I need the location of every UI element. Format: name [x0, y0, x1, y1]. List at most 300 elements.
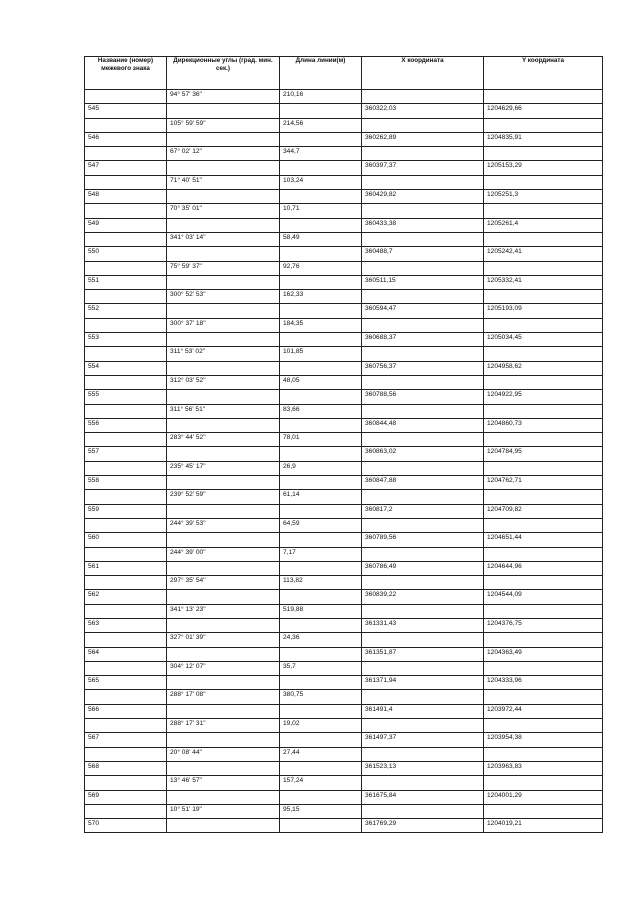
y-coordinate-cell [484, 433, 603, 447]
bearing-angle-cell [167, 790, 280, 804]
x-coordinate-cell: 360433,38 [362, 218, 484, 232]
x-coordinate-cell: 360322,03 [362, 104, 484, 118]
line-length-cell: 24,36 [280, 633, 362, 647]
marker-name-cell: 555 [85, 390, 167, 404]
line-length-cell [280, 590, 362, 604]
x-coordinate-cell [362, 90, 484, 104]
y-coordinate-cell: 1204958,62 [484, 361, 603, 375]
line-length-cell [280, 819, 362, 833]
line-length-cell: 95,15 [280, 804, 362, 818]
x-coordinate-cell: 360594,47 [362, 304, 484, 318]
line-length-cell [280, 418, 362, 432]
bearing-angle-cell [167, 704, 280, 718]
y-coordinate-cell: 1204363,49 [484, 647, 603, 661]
x-coordinate-cell [362, 518, 484, 532]
bearing-angle-cell: 288° 17' 31" [167, 719, 280, 733]
bearing-angle-cell: 300° 37' 18" [167, 318, 280, 332]
marker-name-cell: 570 [85, 819, 167, 833]
y-coordinate-cell: 1205193,09 [484, 304, 603, 318]
line-length-cell: 214,56 [280, 118, 362, 132]
table-row-marker [85, 447, 603, 461]
x-coordinate-cell [362, 633, 484, 647]
x-coordinate-cell: 360847,88 [362, 476, 484, 490]
bearing-angle-cell [167, 361, 280, 375]
x-coordinate-cell [362, 604, 484, 618]
bearing-angle-cell: 327° 01' 39" [167, 633, 280, 647]
table-row-marker [85, 247, 603, 261]
marker-name-cell: 545 [85, 104, 167, 118]
x-coordinate-cell: 360786,49 [362, 561, 484, 575]
x-coordinate-cell [362, 747, 484, 761]
x-coordinate-cell: 361769,29 [362, 819, 484, 833]
x-coordinate-cell: 361523,13 [362, 761, 484, 775]
bearing-angle-cell [167, 304, 280, 318]
marker-name-cell: 566 [85, 704, 167, 718]
bearing-angle-cell: 13° 46' 57" [167, 776, 280, 790]
table-row-marker [85, 504, 603, 518]
x-coordinate-cell: 360511,15 [362, 275, 484, 289]
x-coordinate-cell [362, 719, 484, 733]
table-row-segment [85, 661, 603, 675]
marker-name-cell [85, 175, 167, 189]
marker-name-cell [85, 604, 167, 618]
marker-name-cell [85, 147, 167, 161]
line-length-cell [280, 390, 362, 404]
marker-name-cell: 554 [85, 361, 167, 375]
x-coordinate-cell: 360789,56 [362, 533, 484, 547]
table-row-segment [85, 690, 603, 704]
table-row-segment [85, 90, 603, 104]
bearing-angle-cell: 235° 45' 17" [167, 461, 280, 475]
bearing-angle-cell [167, 247, 280, 261]
x-coordinate-cell [362, 204, 484, 218]
y-coordinate-cell: 1204019,21 [484, 819, 603, 833]
table-row-marker [85, 790, 603, 804]
marker-name-cell: 548 [85, 190, 167, 204]
y-coordinate-cell: 1204629,66 [484, 104, 603, 118]
y-coordinate-cell [484, 576, 603, 590]
table-row-marker [85, 533, 603, 547]
line-length-cell [280, 618, 362, 632]
table-body [85, 90, 603, 833]
coordinates-table [84, 56, 603, 833]
header-y-coordinate: Y координата [484, 57, 603, 90]
bearing-angle-cell [167, 447, 280, 461]
line-length-cell: 101,85 [280, 347, 362, 361]
table-row-marker [85, 476, 603, 490]
y-coordinate-cell [484, 804, 603, 818]
y-coordinate-cell [484, 90, 603, 104]
marker-name-cell: 557 [85, 447, 167, 461]
x-coordinate-cell [362, 404, 484, 418]
x-coordinate-cell: 360688,37 [362, 333, 484, 347]
y-coordinate-cell [484, 175, 603, 189]
y-coordinate-cell [484, 461, 603, 475]
line-length-cell [280, 247, 362, 261]
y-coordinate-cell: 1204709,82 [484, 504, 603, 518]
table-row-segment [85, 776, 603, 790]
bearing-angle-cell: 67° 02' 12" [167, 147, 280, 161]
x-coordinate-cell: 360863,02 [362, 447, 484, 461]
x-coordinate-cell [362, 290, 484, 304]
y-coordinate-cell: 1204376,75 [484, 618, 603, 632]
y-coordinate-cell [484, 490, 603, 504]
line-length-cell: 58,49 [280, 232, 362, 246]
marker-name-cell [85, 318, 167, 332]
y-coordinate-cell [484, 633, 603, 647]
marker-name-cell: 568 [85, 761, 167, 775]
bearing-angle-cell: 311° 56' 51" [167, 404, 280, 418]
table-row-segment [85, 433, 603, 447]
table-row-marker [85, 418, 603, 432]
table-row-marker [85, 561, 603, 575]
bearing-angle-cell: 297° 35' 54" [167, 576, 280, 590]
table-row-segment [85, 604, 603, 618]
marker-name-cell [85, 633, 167, 647]
table-row-marker [85, 676, 603, 690]
bearing-angle-cell [167, 676, 280, 690]
y-coordinate-cell [484, 318, 603, 332]
table-row-marker [85, 647, 603, 661]
y-coordinate-cell [484, 118, 603, 132]
bearing-angle-cell: 94° 57' 36" [167, 90, 280, 104]
line-length-cell: 78,01 [280, 433, 362, 447]
line-length-cell [280, 275, 362, 289]
y-coordinate-cell [484, 232, 603, 246]
table-row-segment [85, 175, 603, 189]
table-row-marker [85, 161, 603, 175]
bearing-angle-cell: 71° 40' 51" [167, 175, 280, 189]
bearing-angle-cell [167, 647, 280, 661]
line-length-cell [280, 733, 362, 747]
x-coordinate-cell [362, 175, 484, 189]
marker-name-cell: 556 [85, 418, 167, 432]
bearing-angle-cell [167, 161, 280, 175]
marker-name-cell [85, 518, 167, 532]
x-coordinate-cell: 361497,37 [362, 733, 484, 747]
line-length-cell: 162,33 [280, 290, 362, 304]
x-coordinate-cell [362, 490, 484, 504]
marker-name-cell: 551 [85, 275, 167, 289]
line-length-cell [280, 676, 362, 690]
line-length-cell: 10,71 [280, 204, 362, 218]
y-coordinate-cell: 1204784,95 [484, 447, 603, 461]
y-coordinate-cell [484, 290, 603, 304]
line-length-cell: 184,35 [280, 318, 362, 332]
table-header-row [85, 57, 603, 90]
line-length-cell: 113,82 [280, 576, 362, 590]
marker-name-cell [85, 461, 167, 475]
x-coordinate-cell [362, 661, 484, 675]
header-bearing-angles: Дирекционные углы (град. мин. сек.) [167, 57, 280, 90]
x-coordinate-cell [362, 576, 484, 590]
x-coordinate-cell: 360262,89 [362, 132, 484, 146]
marker-name-cell [85, 404, 167, 418]
line-length-cell: 7,17 [280, 547, 362, 561]
bearing-angle-cell: 244° 39' 53" [167, 518, 280, 532]
line-length-cell [280, 476, 362, 490]
table-row-segment [85, 804, 603, 818]
line-length-cell [280, 561, 362, 575]
line-length-cell [280, 333, 362, 347]
bearing-angle-cell: 304° 12' 07" [167, 661, 280, 675]
line-length-cell [280, 504, 362, 518]
y-coordinate-cell: 1205332,41 [484, 275, 603, 289]
table-row-segment [85, 404, 603, 418]
line-length-cell: 92,76 [280, 261, 362, 275]
x-coordinate-cell [362, 547, 484, 561]
y-coordinate-cell: 1204762,71 [484, 476, 603, 490]
marker-name-cell: 565 [85, 676, 167, 690]
y-coordinate-cell [484, 147, 603, 161]
bearing-angle-cell [167, 104, 280, 118]
line-length-cell: 210,16 [280, 90, 362, 104]
table-row-segment [85, 719, 603, 733]
marker-name-cell [85, 804, 167, 818]
table-row-marker [85, 590, 603, 604]
table-row-segment [85, 375, 603, 389]
line-length-cell: 380,75 [280, 690, 362, 704]
bearing-angle-cell [167, 132, 280, 146]
y-coordinate-cell [484, 375, 603, 389]
bearing-angle-cell [167, 418, 280, 432]
bearing-angle-cell [167, 190, 280, 204]
line-length-cell: 64,59 [280, 518, 362, 532]
marker-name-cell: 553 [85, 333, 167, 347]
marker-name-cell: 552 [85, 304, 167, 318]
marker-name-cell [85, 690, 167, 704]
y-coordinate-cell: 1204644,96 [484, 561, 603, 575]
x-coordinate-cell: 361675,84 [362, 790, 484, 804]
y-coordinate-cell [484, 776, 603, 790]
table-row-marker [85, 761, 603, 775]
line-length-cell: 35,7 [280, 661, 362, 675]
x-coordinate-cell [362, 261, 484, 275]
marker-name-cell: 564 [85, 647, 167, 661]
y-coordinate-cell: 1204922,95 [484, 390, 603, 404]
bearing-angle-cell: 312° 03' 52" [167, 375, 280, 389]
line-length-cell: 48,05 [280, 375, 362, 389]
bearing-angle-cell: 311° 53' 02" [167, 347, 280, 361]
boundary-coordinates-sheet [84, 56, 602, 833]
table-row-marker [85, 819, 603, 833]
table-row-segment [85, 232, 603, 246]
table-row-marker [85, 218, 603, 232]
table-row-segment [85, 318, 603, 332]
line-length-cell: 61,14 [280, 490, 362, 504]
bearing-angle-cell: 341° 03' 14" [167, 232, 280, 246]
y-coordinate-cell: 1205242,41 [484, 247, 603, 261]
marker-name-cell [85, 490, 167, 504]
line-length-cell: 26,9 [280, 461, 362, 475]
x-coordinate-cell: 360788,56 [362, 390, 484, 404]
marker-name-cell [85, 776, 167, 790]
bearing-angle-cell: 300° 52' 53" [167, 290, 280, 304]
bearing-angle-cell [167, 590, 280, 604]
marker-name-cell: 558 [85, 476, 167, 490]
line-length-cell: 344,7 [280, 147, 362, 161]
x-coordinate-cell [362, 433, 484, 447]
table-row-marker [85, 390, 603, 404]
y-coordinate-cell: 1203954,38 [484, 733, 603, 747]
line-length-cell: 519,88 [280, 604, 362, 618]
marker-name-cell [85, 290, 167, 304]
y-coordinate-cell: 1204001,29 [484, 790, 603, 804]
table-row-marker [85, 190, 603, 204]
bearing-angle-cell [167, 618, 280, 632]
bearing-angle-cell: 70° 35' 01" [167, 204, 280, 218]
table-row-segment [85, 204, 603, 218]
table-row-marker [85, 275, 603, 289]
line-length-cell [280, 704, 362, 718]
x-coordinate-cell: 360817,2 [362, 504, 484, 518]
bearing-angle-cell [167, 275, 280, 289]
y-coordinate-cell: 1203963,83 [484, 761, 603, 775]
y-coordinate-cell [484, 347, 603, 361]
marker-name-cell [85, 576, 167, 590]
marker-name-cell [85, 261, 167, 275]
table-row-marker [85, 333, 603, 347]
x-coordinate-cell: 360397,37 [362, 161, 484, 175]
marker-name-cell [85, 747, 167, 761]
y-coordinate-cell [484, 261, 603, 275]
header-marker-name: Название (номер) межевого знака [85, 57, 167, 90]
line-length-cell: 27,44 [280, 747, 362, 761]
y-coordinate-cell: 1204651,44 [484, 533, 603, 547]
bearing-angle-cell: 239° 52' 59" [167, 490, 280, 504]
x-coordinate-cell [362, 690, 484, 704]
table-row-segment [85, 547, 603, 561]
x-coordinate-cell: 360756,37 [362, 361, 484, 375]
bearing-angle-cell [167, 733, 280, 747]
header-x-coordinate: X координата [362, 57, 484, 90]
y-coordinate-cell [484, 404, 603, 418]
bearing-angle-cell: 10° 51' 19" [167, 804, 280, 818]
x-coordinate-cell: 361351,87 [362, 647, 484, 661]
bearing-angle-cell [167, 390, 280, 404]
x-coordinate-cell: 361371,94 [362, 676, 484, 690]
line-length-cell: 83,66 [280, 404, 362, 418]
bearing-angle-cell [167, 504, 280, 518]
bearing-angle-cell: 105° 59' 59" [167, 118, 280, 132]
y-coordinate-cell [484, 604, 603, 618]
y-coordinate-cell: 1205251,3 [484, 190, 603, 204]
marker-name-cell [85, 232, 167, 246]
x-coordinate-cell: 360488,7 [362, 247, 484, 261]
table-row-marker [85, 361, 603, 375]
marker-name-cell [85, 347, 167, 361]
bearing-angle-cell: 244° 39' 00" [167, 547, 280, 561]
marker-name-cell: 549 [85, 218, 167, 232]
marker-name-cell [85, 90, 167, 104]
y-coordinate-cell [484, 518, 603, 532]
line-length-cell [280, 533, 362, 547]
x-coordinate-cell [362, 804, 484, 818]
table-row-segment [85, 633, 603, 647]
y-coordinate-cell [484, 747, 603, 761]
marker-name-cell: 569 [85, 790, 167, 804]
marker-name-cell: 560 [85, 533, 167, 547]
bearing-angle-cell [167, 819, 280, 833]
bearing-angle-cell [167, 561, 280, 575]
marker-name-cell: 547 [85, 161, 167, 175]
marker-name-cell: 546 [85, 132, 167, 146]
table-row-segment [85, 118, 603, 132]
y-coordinate-cell: 1204860,73 [484, 418, 603, 432]
table-row-marker [85, 704, 603, 718]
marker-name-cell [85, 118, 167, 132]
y-coordinate-cell [484, 661, 603, 675]
y-coordinate-cell: 1204333,96 [484, 676, 603, 690]
marker-name-cell [85, 661, 167, 675]
table-row-segment [85, 261, 603, 275]
y-coordinate-cell: 1204544,09 [484, 590, 603, 604]
table-row-segment [85, 147, 603, 161]
marker-name-cell [85, 375, 167, 389]
line-length-cell [280, 790, 362, 804]
line-length-cell [280, 447, 362, 461]
y-coordinate-cell [484, 204, 603, 218]
marker-name-cell [85, 204, 167, 218]
bearing-angle-cell [167, 333, 280, 347]
table-row-marker [85, 104, 603, 118]
y-coordinate-cell [484, 690, 603, 704]
y-coordinate-cell: 1203972,44 [484, 704, 603, 718]
x-coordinate-cell [362, 118, 484, 132]
bearing-angle-cell: 283° 44' 52" [167, 433, 280, 447]
header-line-length: Длина линии(м) [280, 57, 362, 90]
line-length-cell [280, 104, 362, 118]
x-coordinate-cell [362, 776, 484, 790]
line-length-cell [280, 161, 362, 175]
y-coordinate-cell: 1205034,45 [484, 333, 603, 347]
x-coordinate-cell: 360429,82 [362, 190, 484, 204]
table-row-segment [85, 576, 603, 590]
y-coordinate-cell: 1205153,29 [484, 161, 603, 175]
line-length-cell: 157,24 [280, 776, 362, 790]
marker-name-cell: 562 [85, 590, 167, 604]
line-length-cell: 19,02 [280, 719, 362, 733]
table-row-marker [85, 733, 603, 747]
marker-name-cell: 559 [85, 504, 167, 518]
table-row-marker [85, 304, 603, 318]
table-row-segment [85, 518, 603, 532]
bearing-angle-cell [167, 533, 280, 547]
table-row-segment [85, 490, 603, 504]
x-coordinate-cell [362, 147, 484, 161]
bearing-angle-cell: 20° 08' 44" [167, 747, 280, 761]
x-coordinate-cell: 361331,43 [362, 618, 484, 632]
bearing-angle-cell: 341° 13' 23" [167, 604, 280, 618]
bearing-angle-cell: 288° 17' 08" [167, 690, 280, 704]
marker-name-cell [85, 547, 167, 561]
line-length-cell [280, 647, 362, 661]
x-coordinate-cell [362, 232, 484, 246]
line-length-cell [280, 304, 362, 318]
line-length-cell: 103,24 [280, 175, 362, 189]
marker-name-cell: 561 [85, 561, 167, 575]
line-length-cell [280, 361, 362, 375]
table-row-segment [85, 747, 603, 761]
bearing-angle-cell [167, 218, 280, 232]
table-row-segment [85, 461, 603, 475]
marker-name-cell [85, 433, 167, 447]
table-row-segment [85, 290, 603, 304]
bearing-angle-cell: 75° 59' 37" [167, 261, 280, 275]
x-coordinate-cell [362, 461, 484, 475]
line-length-cell [280, 218, 362, 232]
x-coordinate-cell [362, 375, 484, 389]
